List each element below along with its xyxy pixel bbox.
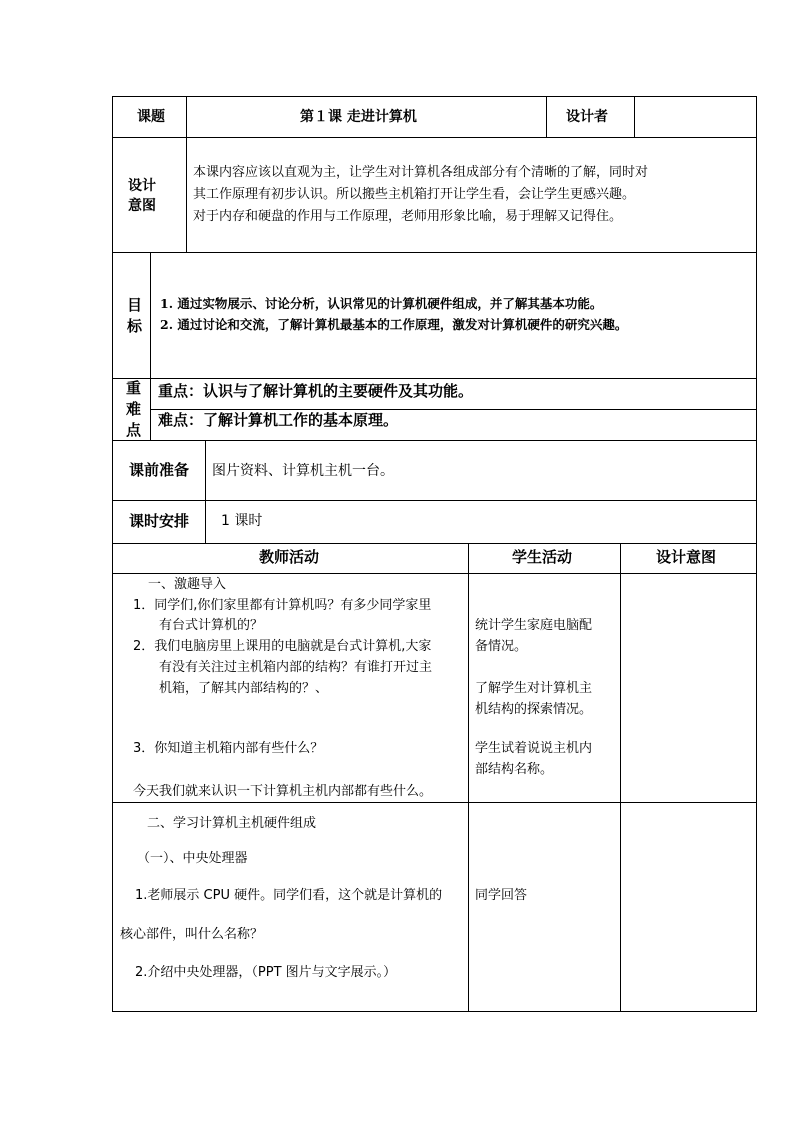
row-divider — [112, 440, 757, 441]
col-header-student: 学生活动 — [512, 548, 573, 566]
row-divider — [112, 802, 757, 803]
schedule-value: 1 课时 — [221, 513, 263, 529]
row-divider — [112, 378, 757, 379]
section-title: 一、激趣导入 — [148, 577, 227, 592]
col-divider — [186, 137, 187, 253]
prep-value: 图片资料、计算机主机一台。 — [212, 463, 394, 479]
step-line: 1.老师展示 CPU 硬件。同学们看，这个就是计算机的 — [135, 888, 443, 903]
student-activity-line: 机结构的探索情况。 — [475, 702, 593, 717]
prep-label: 课前准备 — [129, 461, 190, 479]
col-divider — [186, 96, 187, 138]
student-activity-line: 统计学生家庭电脑配 — [475, 618, 593, 633]
col-header-design: 设计意图 — [656, 548, 717, 566]
col-divider — [205, 440, 206, 501]
student-activity-line: 备情况。 — [475, 639, 528, 654]
student-activity-line: 同学回答 — [475, 888, 528, 903]
row-divider — [112, 252, 757, 253]
schedule-label: 课时安排 — [129, 512, 190, 530]
intent-text-line: 其工作原理有初步认识。所以搬些主机箱打开让学生看，会让学生更感兴趣。 — [193, 187, 636, 202]
col-divider — [150, 252, 151, 441]
key-point: 重点：认识与了解计算机的主要硬件及其功能。 — [158, 382, 474, 400]
row-divider-keypoints — [150, 409, 757, 410]
goal-item: 1. 通过实物展示、讨论分析，认识常见的计算机硬件组成，并了解其基本功能。 — [160, 296, 603, 311]
question-line: 1．同学们,你们家里都有计算机吗？有多少同学家里 — [133, 598, 432, 613]
keypoints-label: 点 — [126, 421, 142, 439]
question-line: 有没有关注过主机箱内部的结构？有谁打开过主 — [159, 660, 433, 675]
designer-label: 设计者 — [566, 109, 608, 125]
step-line: 核心部件，叫什么名称？ — [120, 927, 264, 942]
intent-label: 设计 — [128, 178, 156, 194]
col-divider — [634, 96, 635, 138]
col-divider — [468, 543, 469, 1012]
question-line: 2．我们电脑房里上课用的电脑就是台式计算机,大家 — [133, 639, 432, 654]
keypoints-label: 重 — [126, 379, 142, 397]
question-line: 有台式计算机的？ — [159, 618, 264, 633]
student-activity-line: 学生试着说说主机内 — [475, 741, 593, 756]
keypoints-label: 难 — [126, 400, 142, 418]
col-divider — [546, 96, 547, 138]
difficult-point: 难点：了解计算机工作的基本原理。 — [158, 411, 399, 429]
row-divider — [112, 137, 757, 138]
intent-label: 意图 — [128, 198, 156, 214]
step-line: 2.介绍中央处理器，（PPT 图片与文字展示。） — [135, 965, 397, 980]
col-header-teacher: 教师活动 — [259, 548, 320, 566]
row-divider — [112, 543, 757, 544]
row-divider — [112, 573, 757, 574]
subsection-title: （一）、中央处理器 — [137, 851, 248, 866]
col-divider — [620, 543, 621, 1012]
question-line: 机箱，了解其内部结构的？、 — [159, 681, 329, 696]
student-activity-line: 了解学生对计算机主 — [475, 681, 593, 696]
row-divider — [112, 500, 757, 501]
closing-line: 今天我们就来认识一下计算机主机内部都有些什么。 — [133, 784, 433, 799]
question-line: 3．你知道主机箱内部有些什么？ — [133, 741, 324, 756]
goals-label: 标 — [127, 317, 143, 335]
topic-label: 课题 — [137, 109, 165, 125]
intent-text-line: 本课内容应该以直观为主，让学生对计算机各组成部分有个清晰的了解，同时对 — [193, 165, 649, 180]
goal-item: 2. 通过讨论和交流，了解计算机最基本的工作原理，激发对计算机硬件的研究兴趣。 — [160, 317, 628, 332]
goals-label: 目 — [127, 296, 143, 314]
student-activity-line: 部结构名称。 — [475, 762, 554, 777]
lesson-title: 第１课 走进计算机 — [300, 109, 417, 125]
col-divider — [205, 500, 206, 544]
section-title: 二、学习计算机主机硬件组成 — [147, 816, 317, 831]
intent-text-line: 对于内存和硬盘的作用与工作原理，老师用形象比喻，易于理解又记得住。 — [193, 209, 623, 224]
